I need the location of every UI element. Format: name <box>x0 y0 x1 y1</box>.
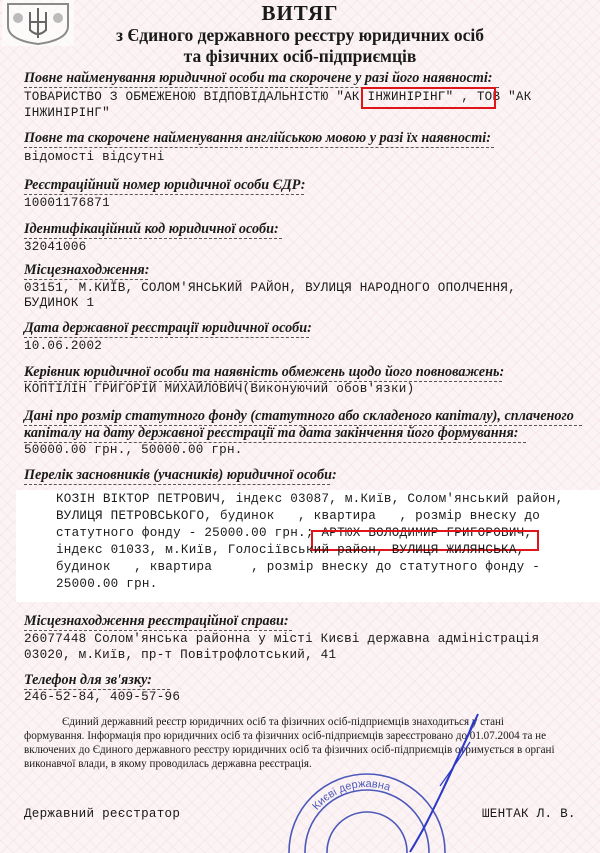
capital-label-line1: Дані про розмір статутного фонду (статутного або складеного капіталу), сплаченого <box>24 408 574 424</box>
case-location-line2: 03020, м.Київ, пр-т Повітрофлотський, 41 <box>24 648 337 662</box>
registration-number-value: 10001176871 <box>24 196 110 210</box>
footer-note-line1: Єдиний державний реєстр юридичних осіб та фізичних осіб-підприємців знаходиться у стані <box>62 716 505 728</box>
founder-line-3: статутного фонду - 25000.00 грн.; АРТЮХ ВОЛОДИМИР ГРИГОРОВИЧ, <box>56 526 533 540</box>
capital-value: 50000.00 грн., 50000.00 грн. <box>24 443 243 457</box>
founders-label: Перелік засновників (учасників) юридичної особи: <box>24 467 337 483</box>
founder-line-4: індекс 01033, м.Київ, Голосіївський район, ВУЛИЦЯ ЖИЛЯНСЬКА, <box>56 543 525 557</box>
full-name-line2: ІНЖИНІРІНГ" <box>24 106 110 120</box>
founder-line-2: ВУЛИЦЯ ПЕТРОВСЬКОГО, будинок , квартира , розмір внеску до <box>56 509 541 523</box>
english-name-value: відомості відсутні <box>24 150 165 164</box>
footer-note-line3: включених до Єдиного державного реєстру юридичних осіб та фізичних осіб-підприємців отримується в органі <box>24 744 555 756</box>
signature-icon <box>400 712 480 853</box>
case-location-line1: 26077448 Солом'янська районна у місті Києві державна адміністрація <box>24 632 540 646</box>
full-name-label: Повне найменування юридичної особи та скорочене у разі його наявності: <box>24 70 493 86</box>
highlighted-company-name: "АК ІНЖИНІРІНГ" <box>336 90 454 104</box>
case-location-label: Місцезнаходження реєстраційної справи: <box>24 613 289 629</box>
founder-line-6: 25000.00 грн. <box>56 577 158 591</box>
head-label: Керівник юридичної особи та наявність обмежень щодо його повноважень: <box>24 364 505 380</box>
location-label: Місцезнаходження: <box>24 262 150 278</box>
svg-text:Києві державна <box>310 778 392 813</box>
founder-line-5: будинок , квартира , розмір внеску до статутного фонду - <box>56 560 541 574</box>
location-line2: БУДИНОК 1 <box>24 296 95 310</box>
full-name-line1: ТОВАРИСТВО З ОБМЕЖЕНОЮ ВІДПОВІДАЛЬНІСТЮ "АК ІНЖИНІРІНГ" , ТОВ "АК <box>24 90 532 104</box>
phone-value: 246-52-84, 409-57-96 <box>24 690 181 704</box>
phone-label: Телефон для зв'язку: <box>24 672 152 688</box>
registration-date-value: 10.06.2002 <box>24 339 103 353</box>
seal-text: Києві державна <box>310 777 392 813</box>
english-name-label: Повне та скорочене найменування англійською мовою у разі їх наявності: <box>24 130 491 146</box>
identification-code-label: Ідентифікаційний код юридичної особи: <box>24 221 279 237</box>
document-title: ВИТЯГ <box>261 1 339 25</box>
location-line1: 03151, М.КИЇВ, СОЛОМ'ЯНСЬКИЙ РАЙОН, ВУЛИЦЯ НАРОДНОГО ОПОЛЧЕННЯ, <box>24 281 516 295</box>
document-subtitle-line1: з Єдиного державного реєстру юридичних осіб <box>115 25 485 45</box>
document-subtitle-line2: та фізичних осіб-підприємців <box>183 46 417 66</box>
footer-note-line4: виконавчої влади, в якому проводилась державна реєстрація. <box>24 758 312 770</box>
identification-code-value: 32041006 <box>24 240 87 254</box>
head-value: КОПТІЛІН ГРИГОРІЙ МИХАЙЛОВИЧ(Виконуючий обов'язки) <box>24 382 415 396</box>
founder-line-1: КОЗІН ВІКТОР ПЕТРОВИЧ, індекс 03087, м.Київ, Солом'янський район, <box>56 492 564 506</box>
footer-note-line2: формування. Інформація про юридичних осіб та фізичних осіб-підприємців зареєстровано до 01.07.2004 та не <box>24 730 547 742</box>
registrar-name: ШЕНТАК Л. В. <box>482 807 576 821</box>
registrar-role: Державний реєстратор <box>24 807 181 821</box>
company-name-highlight-box <box>361 87 496 109</box>
capital-label-line2: капіталу на дату державної реєстрації та дата закінчення його формування: <box>24 425 519 441</box>
registration-date-label: Дата державної реєстрації юридичної особи: <box>24 320 312 336</box>
registration-number-label: Реєстраційний номер юридичної особи ЄДР: <box>24 177 306 193</box>
highlighted-founder-name: АРТЮХ ВОЛОДИМИР ГРИГОРОВИЧ, <box>321 526 533 540</box>
